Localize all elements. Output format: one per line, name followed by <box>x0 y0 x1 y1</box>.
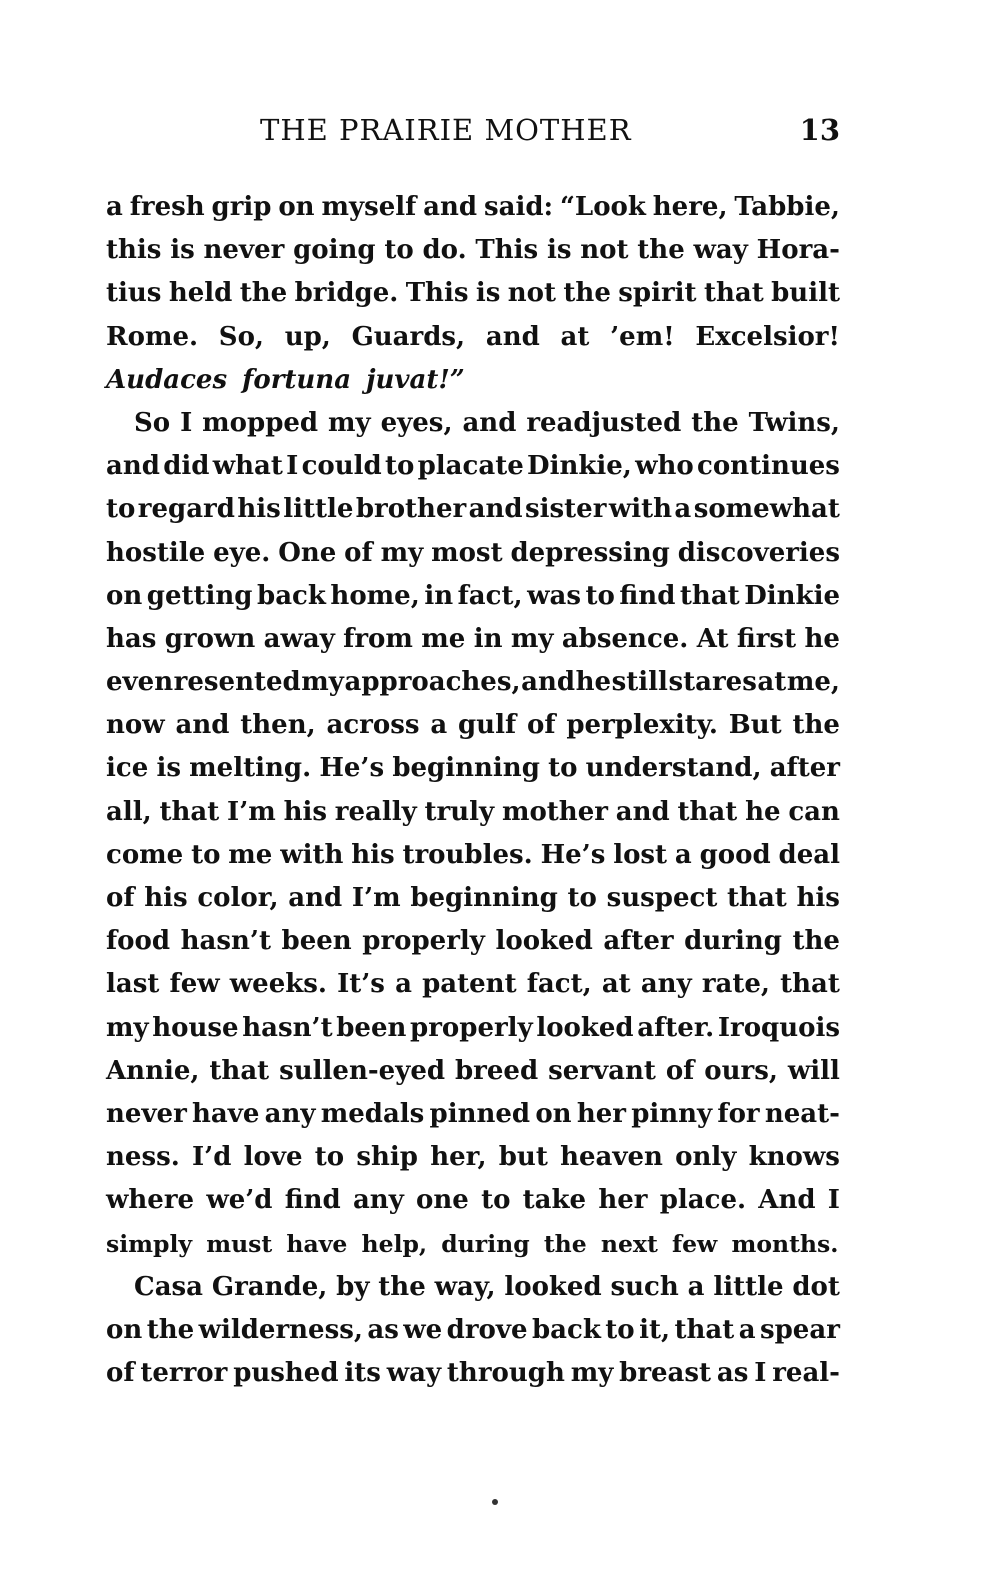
ink-dot <box>492 1499 498 1505</box>
text-line: even resented my approaches, and he still stares at me, <box>106 667 840 698</box>
text-line: come to me with his troubles. He’s lost a good deal <box>106 839 840 870</box>
text-line: where we’d find any one to take her place. And I <box>106 1185 840 1216</box>
text-line: never have any medals pinned on her pinny for neat- <box>106 1098 840 1129</box>
text-line: on the wilderness, as we drove back to it, that a spear <box>106 1314 840 1345</box>
text-line: has grown away from me in my absence. At first he <box>106 623 840 654</box>
running-head: THE PRAIRIE MOTHER <box>260 113 632 147</box>
body-text <box>106 186 840 1395</box>
text-line: Audaces fortuna juvat!” <box>106 364 465 395</box>
text-line: hostile eye. One of my most depressing discoveries <box>106 537 840 568</box>
text-line: this is never going to do. This is not the way Hora- <box>106 235 840 266</box>
text-line: Casa Grande, by the way, looked such a little dot <box>134 1271 840 1302</box>
text-line: So I mopped my eyes, and readjusted the Twins, <box>134 407 840 438</box>
text-line: simply must have help, during the next few months. <box>106 1229 839 1258</box>
page-number: 13 <box>799 113 840 147</box>
text-line: ice is melting. He’s beginning to understand, after <box>106 753 840 784</box>
text-line: Rome. So, up, Guards, and at ’em! Excelsior! <box>106 321 840 352</box>
text-line: Annie, that sullen-eyed breed servant of ours, will <box>106 1055 840 1086</box>
text-line: ness. I’d love to ship her, but heaven only knows <box>106 1142 840 1173</box>
text-line: my house hasn’t been properly looked after. Iroquois <box>106 1012 840 1043</box>
text-line: tius held the bridge. This is not the spirit that built <box>106 278 840 309</box>
text-line: to regard his little brother and sister with a somewhat <box>106 494 840 525</box>
text-line: of terror pushed its way through my breast as I real- <box>106 1358 840 1389</box>
text-line: and did what I could to placate Dinkie, who continues <box>106 451 840 482</box>
text-line: on getting back home, in fact, was to find that Dinkie <box>106 580 840 611</box>
text-line: of his color, and I’m beginning to suspect that his <box>106 883 840 913</box>
text-line: food hasn’t been properly looked after during the <box>106 926 840 957</box>
text-line: now and then, across a gulf of perplexity. But the <box>106 710 840 741</box>
text-line: a fresh grip on myself and said: “Look here, Tabbie, <box>106 192 840 222</box>
text-line: all, that I’m his really truly mother and that he can <box>106 796 840 827</box>
page-header <box>106 110 840 150</box>
text-line: last few weeks. It’s a patent fact, at any rate, that <box>106 969 840 1000</box>
